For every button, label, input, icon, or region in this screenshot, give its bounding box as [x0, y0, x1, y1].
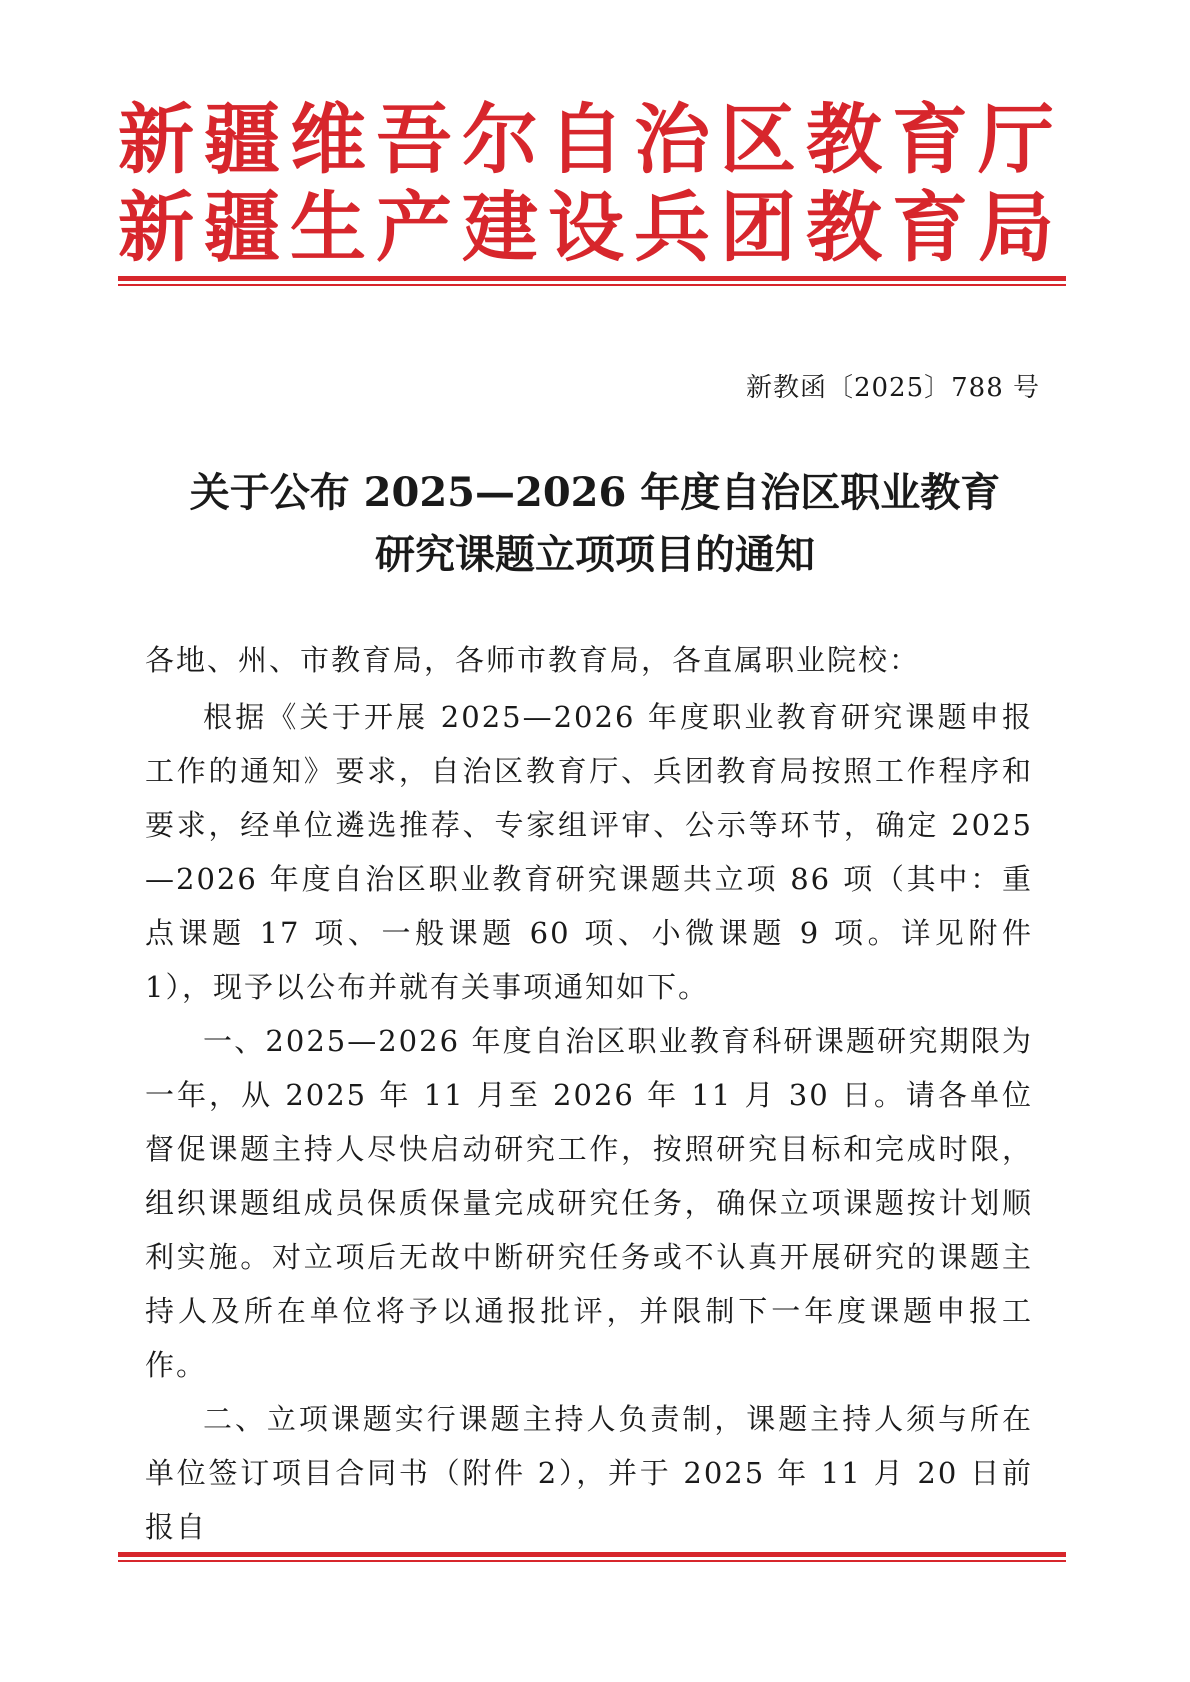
footer-red-rule-thick: [118, 1552, 1066, 1557]
body-paragraph-item-1: 一、2025—2026 年度自治区职业教育科研课题研究期限为一年，从 2025 年 11 月至 2026 年 11 月 30 日。请各单位督促课题主持人尽快启动研究工作，按照研究目标和完成时限，组织课题组成员保质保量完成研究任务，确保立项课题按计划顺利实施。对立项后无故中断研究任务或不认真开展研究的课题主持人及所在单位将予以通报批评，并限制下一年度课题申报工作。: [145, 1024, 1033, 1382]
document-title-line-2: 研究课题立项项目的通知: [375, 531, 815, 578]
header-red-rule-thin: [118, 284, 1066, 286]
document-number: 新教函〔2025〕788 号: [745, 373, 1040, 403]
addressee: 各地、州、市教育局，各师市教育局，各直属职业院校：: [145, 643, 921, 677]
body-paragraph-item-2: 二、立项课题实行课题主持人负责制，课题主持人须与所在单位签订项目合同书（附件 2），并于 2025 年 11 月 20 日前报自: [145, 1402, 1033, 1544]
document-title-line-1: 关于公布 2025—2026 年度自治区职业教育: [189, 469, 1001, 516]
footer-red-rule-thin: [118, 1560, 1066, 1562]
issuing-org-line-1: 新疆维吾尔自治区教育厅: [118, 95, 1064, 184]
header-red-rule-thick: [118, 276, 1066, 281]
issuing-org-line-2: 新疆生产建设兵团教育局: [118, 183, 1064, 272]
body-paragraph-intro: 根据《关于开展 2025—2026 年度职业教育研究课题申报工作的通知》要求，自治区教育厅、兵团教育局按照工作程序和要求，经单位遴选推荐、专家组评审、公示等环节，确定 2025—2026 年度自治区职业教育研究课题共立项 86 项（其中：重点课题 17 项、一般课题 60 项、小微课题 9 项。详见附件 1），现予以公布并就有关事项通知如下。: [145, 700, 1033, 1004]
body-paragraphs: [145, 690, 1033, 1554]
